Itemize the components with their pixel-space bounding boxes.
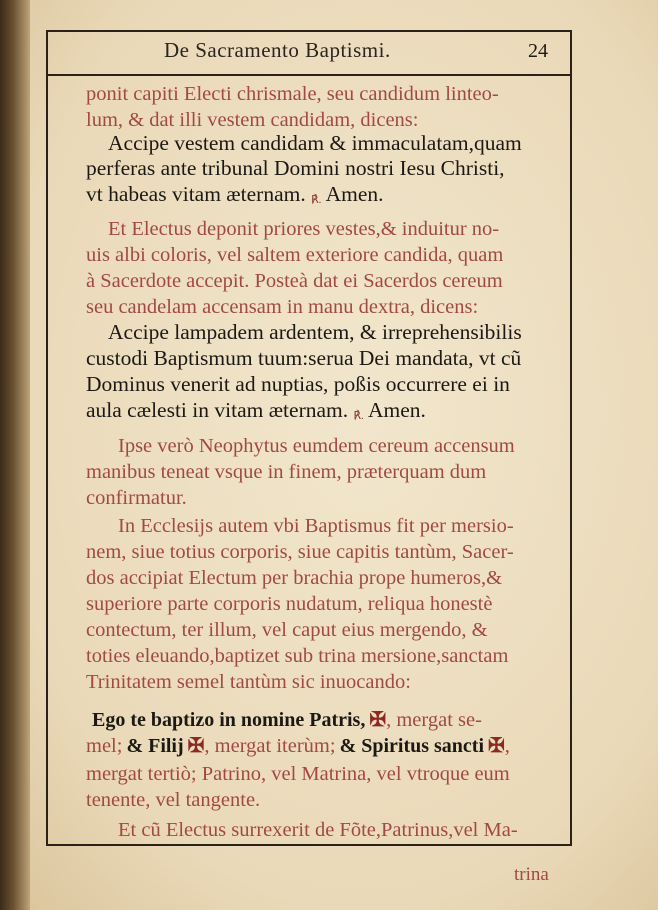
cross-icon: ✠ <box>187 735 205 757</box>
text-line: tenente, vel tangente. <box>86 789 261 811</box>
text-line: lum, & dat illi vestem candidam, dicens: <box>86 109 419 131</box>
text-line: seu candelam accensam in manu dextra, dicens: <box>86 296 479 318</box>
text-line: Accipe lampadem ardentem, & irreprehensibilis <box>108 320 522 344</box>
text-line: dos accipiat Electum per brachia prope humeros,& <box>86 567 503 589</box>
response-symbol: ℟. <box>353 410 364 422</box>
cross-icon: ✠ <box>488 735 505 757</box>
text-line: Et cũ Electus surrexerit de Fõte,Patrinus,vel Ma- <box>118 819 518 841</box>
text-line: à Sacerdote accepit. Posteà dat ei Sacerdos cereum <box>86 270 503 292</box>
text-line: confirmatur. <box>86 487 187 509</box>
text-segment: aula cælesti in vitam æternam. <box>86 398 349 422</box>
baptismal-formula: & Spiritus sancti <box>339 735 485 757</box>
text-segment: Amen. <box>367 398 426 422</box>
text-line: Ipse verò Neophytus eumdem cereum accensum <box>118 435 515 457</box>
text-segment: vt habeas vitam æternam. <box>86 182 306 206</box>
text-line: mergat tertiò; Patrino, vel Matrina, vel vtroque eum <box>86 763 510 785</box>
text-line <box>86 184 384 206</box>
text-line: mel; & Filij ✠, mergat iterùm; & Spiritus sancti ✠, <box>86 735 510 757</box>
baptismal-formula: & Filij <box>126 735 184 757</box>
text-line: uis albi coloris, vel saltem exteriore candida, quam <box>86 244 504 266</box>
text-segment: mel; <box>86 735 123 757</box>
text-segment: , mergat iterùm; <box>204 735 336 757</box>
text-line: manibus teneat vsque in finem, præterquam dum <box>86 461 487 483</box>
text-line: toties eleuando,baptizet sub trina mersione,sanctam <box>86 645 509 667</box>
text-line: contectum, ter illum, vel caput eius mergendo, & <box>86 619 488 641</box>
text-line: Et Electus deponit priores vestes,& induitur no- <box>108 218 500 240</box>
text-line: Dominus venerit ad nuptias, poßis occurrere ei in <box>86 372 510 396</box>
text-line: nem, siue totius corporis, siue capitis tantùm, Sacer- <box>86 541 514 563</box>
book-gutter <box>0 0 30 910</box>
page-number: 24 <box>528 40 548 62</box>
header-rule <box>46 74 572 76</box>
text-line: Accipe vestem candidam & immaculatam,quam <box>108 131 522 155</box>
text-segment: , mergat se- <box>386 709 482 731</box>
text-line: ponit capiti Electi chrismale, seu candidum linteo- <box>86 83 499 105</box>
baptismal-formula: Ego te baptizo in nomine Patris, <box>92 709 366 731</box>
running-title: De Sacramento Baptismi. <box>164 38 391 62</box>
text-line: custodi Baptismum tuum:serua Dei mandata, vt cũ <box>86 346 522 370</box>
cross-icon: ✠ <box>369 709 387 731</box>
text-line <box>86 400 426 422</box>
text-line: Trinitatem semel tantùm sic inuocando: <box>86 671 411 693</box>
catchword: trina <box>514 864 549 885</box>
response-symbol: ℟. <box>311 194 322 206</box>
text-line: perferas ante tribunal Domini nostri Iesu Christi, <box>86 156 505 180</box>
text-segment: Amen. <box>325 182 384 206</box>
text-line: In Ecclesijs autem vbi Baptismus fit per mersio- <box>118 515 514 537</box>
text-line: superiore parte corporis nudatum, reliqua honestè <box>86 593 493 615</box>
text-line <box>92 710 482 731</box>
